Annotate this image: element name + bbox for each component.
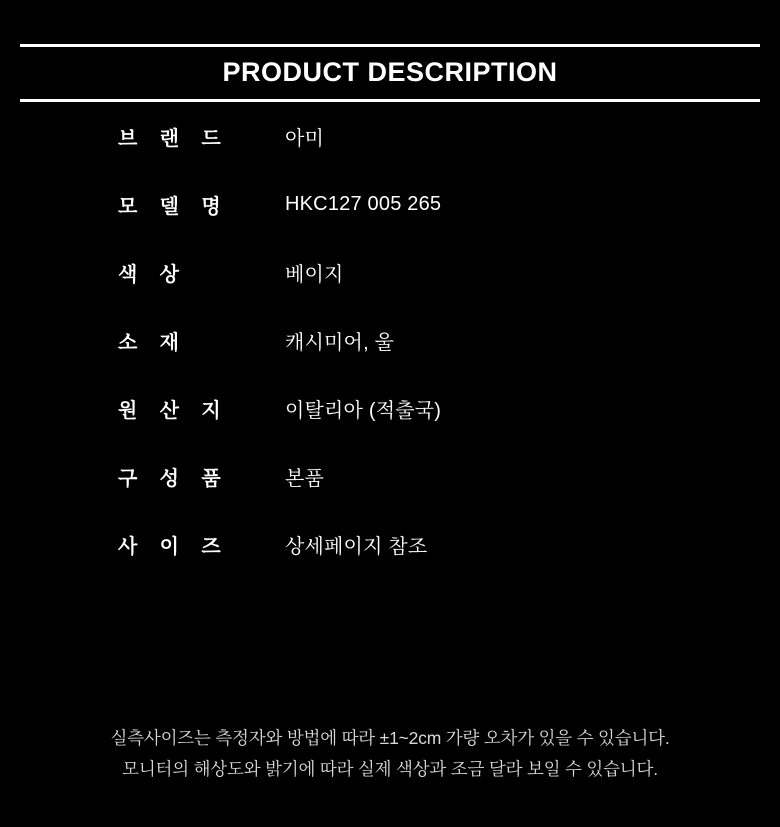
spec-label-material: 소 재 [118, 331, 188, 354]
spec-value-material: 캐시미어, 울 [285, 331, 395, 354]
spec-label-size: 사 이 즈 [118, 535, 230, 558]
table-row [110, 510, 670, 578]
spec-value-brand: 아미 [285, 127, 325, 150]
table-row [110, 374, 670, 442]
table-row [110, 102, 670, 170]
spec-value-origin: 이탈리아 (적출국) [285, 399, 442, 422]
page-title: PRODUCT DESCRIPTION [222, 57, 558, 87]
table-row [110, 442, 670, 510]
spec-label-origin: 원 산 지 [118, 399, 230, 422]
spec-value-color: 베이지 [285, 263, 344, 286]
table-row [110, 170, 670, 238]
disclaimer-notes [0, 723, 780, 785]
note-monitor-color: 모니터의 해상도와 밝기에 따라 실제 색상과 조금 달라 보일 수 있습니다. [122, 758, 658, 779]
spec-value-components: 본품 [285, 467, 325, 490]
spec-value-size: 상세페이지 참조 [285, 535, 428, 558]
spec-label-model: 모 델 명 [118, 195, 230, 218]
spec-value-model: HKC127 005 265 [285, 192, 442, 215]
spec-label-color: 색 상 [118, 263, 188, 286]
header [20, 0, 760, 102]
product-spec-table [110, 102, 670, 578]
note-measurement: 실측사이즈는 측정자와 방법에 따라 ±1~2cm 가량 오차가 있을 수 있습니다. [110, 727, 670, 748]
table-row [110, 306, 670, 374]
spec-label-brand: 브 랜 드 [118, 127, 230, 150]
spec-label-components: 구 성 품 [118, 467, 230, 490]
table-row [110, 238, 670, 306]
